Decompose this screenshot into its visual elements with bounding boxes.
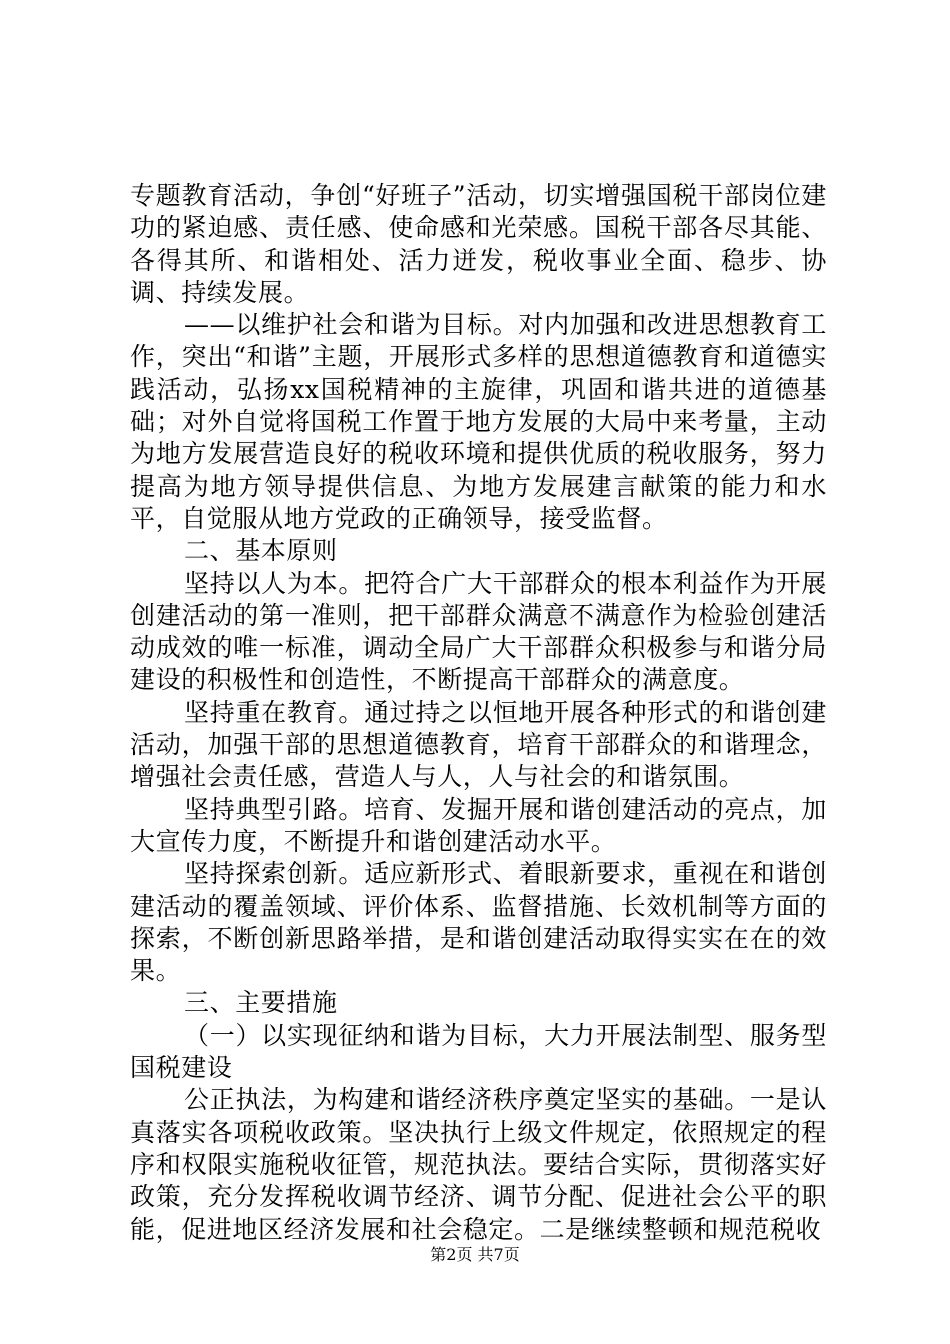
section-heading-measures: 三、主要措施	[184, 988, 338, 1018]
page-footer: 第2页 共7页	[430, 1245, 520, 1264]
paragraph-fair-enforcement: 公正执法，为构建和谐经济秩序奠定坚实的基础。一是认真落实各项税收政策。坚决执行上级文件规定，依照规定的程序和权限实施税收征管，规范执法。要结合实际，贯彻落实好政策，充分发挥税收调节经济、调节分配、促进社会公平的职能，促进地区经济发展和社会稳定。二是继续整顿和规范税收	[130, 1085, 827, 1244]
section-heading-principles: 二、基本原则	[184, 536, 338, 566]
paragraph-people-oriented: 坚持以人为本。把符合广大干部群众的根本利益作为开展创建活动的第一准则，把干部群众满意不满意作为检验创建活动成效的唯一标准，调动全局广大干部群众积极参与和谐分局建设的积极性和创造性，不断提高干部群众的满意度。	[130, 568, 827, 695]
document-body	[130, 180, 827, 1246]
paragraph-education: 坚持重在教育。通过持之以恒地开展各种形式的和谐创建活动，加强干部的思想道德教育，培育干部群众的和谐理念，增强社会责任感，营造人与人，人与社会的和谐氛围。	[130, 697, 827, 792]
subsection-heading-1: （一）以实现征纳和谐为目标，大力开展法制型、服务型国税建设	[130, 1020, 827, 1083]
paragraph-innovation: 坚持探索创新。适应新形式、着眼新要求，重视在和谐创建活动的覆盖领域、评价体系、监督措施、长效机制等方面的探索，不断创新思路举措，是和谐创建活动取得实实在在的效果。	[130, 859, 827, 986]
paragraph-1: 专题教育活动，争创“好班子”活动，切实增强国税干部岗位建功的紧迫感、责任感、使命感和光荣感。国税干部各尽其能、各得其所、和谐相处、活力迸发，税收事业全面、稳步、协调、持续发展。	[130, 181, 827, 307]
paragraph-models: 坚持典型引路。培育、发掘开展和谐创建活动的亮点，加大宣传力度，不断提升和谐创建活动水平。	[130, 794, 827, 856]
paragraph-2: ——以维护社会和谐为目标。对内加强和改进思想教育工作，突出“和谐”主题，开展形式多样的思想道德教育和道德实践活动，弘扬xx国税精神的主旋律，巩固和谐共进的道德基础；对外自觉将国税工作置于地方发展的大局中来考量，主动为地方发展营造良好的税收环境和提供优质的税收服务，努力提高为地方领导提供信息、为地方发展建言献策的能力和水平，自觉服从地方党政的正确领导，接受监督。	[130, 310, 827, 533]
